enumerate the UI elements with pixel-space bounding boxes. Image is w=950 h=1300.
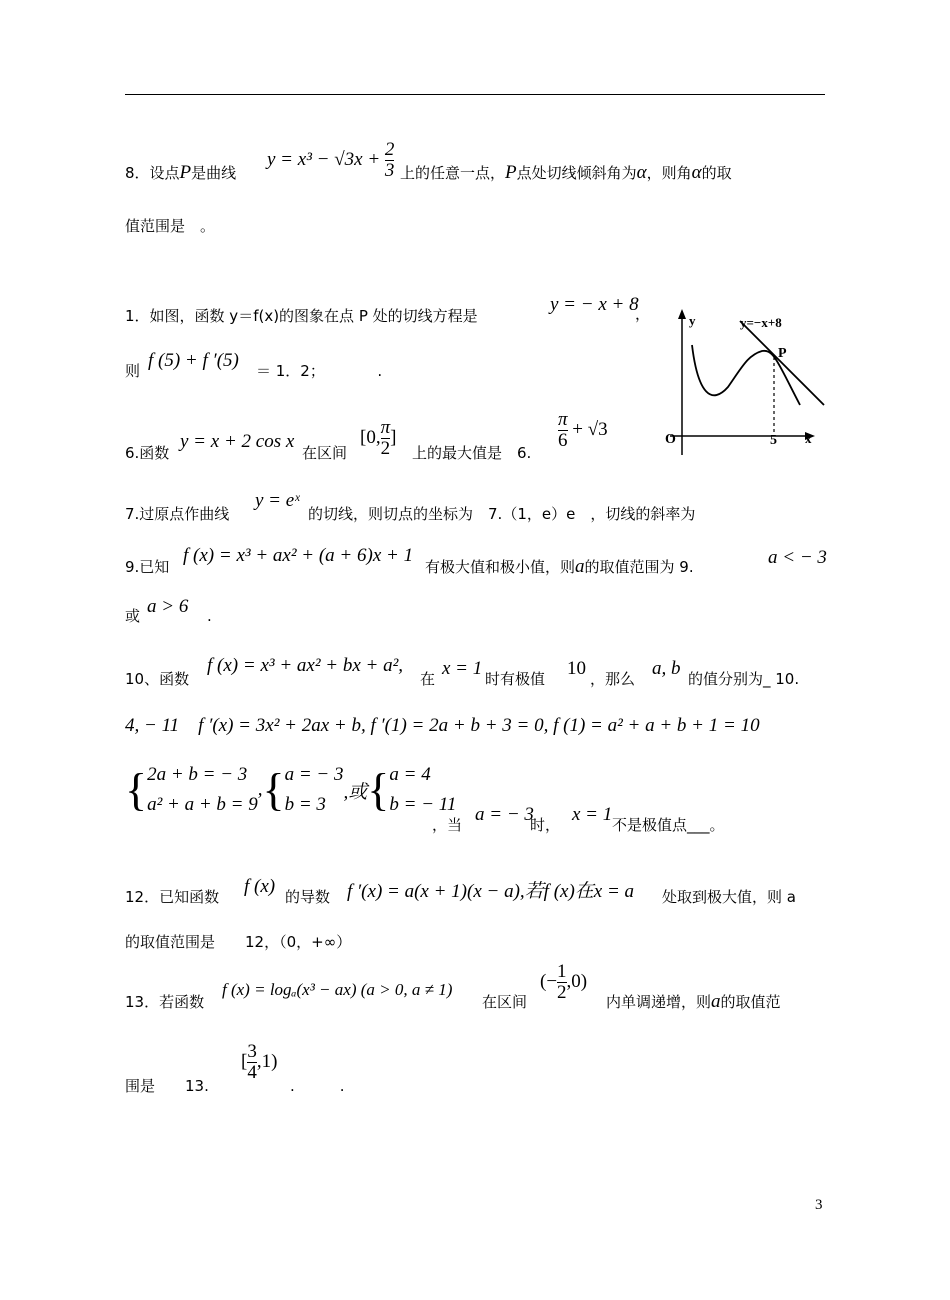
problem-12-eq: f ′(x) = a(x + 1)(x − a),若f (x)在x = a — [347, 881, 635, 902]
problem-10-eq: f (x) = x³ + ax² + bx + a², — [207, 655, 404, 676]
problem-10-values: 的值分别为_ 10. — [688, 670, 800, 688]
problem-1-line2-lead: 则 — [125, 362, 141, 380]
problem-1-line1: 1．如图，函数 y＝f(x)的图象在点 P 处的切线方程是 — [125, 307, 478, 325]
problem-10-derivation: 4, − 11 f ′(x) = 3x² + 2ax + b, f ′(1) = 2a + b + 3 = 0, f (1) = a² + a + b + 1 = 10 — [125, 715, 760, 736]
y-axis-label: y — [689, 313, 696, 328]
problem-10-time: 时， — [530, 816, 561, 834]
problem-9-mid: 有极大值和极小值，则a的取值范围为 9. — [425, 556, 694, 577]
page-number: 3 — [815, 1197, 823, 1213]
problem-10-ten: 10 — [567, 658, 586, 679]
problem-9-end: . — [192, 607, 212, 625]
problem-7-rest: 的切线，则切点的坐标为 7.（1，e）e ，切线的斜率为 — [308, 505, 696, 523]
problem-1-comma: ， — [635, 305, 651, 323]
problem-1-answer: ＝ 1．2； . — [256, 362, 383, 380]
brace-icon: { — [262, 764, 285, 816]
problem-9-lead: 9.已知 — [125, 558, 170, 576]
problem-13-mono: 内单调递增，则a的取值范 — [606, 991, 781, 1012]
problem-7-lead: 7.过原点作曲线 — [125, 505, 230, 523]
problem-12-derivative-text: 的导数 — [285, 888, 331, 906]
point-label: P — [778, 346, 787, 361]
tangent-line — [740, 321, 824, 405]
problem-13-interval-text: 在区间 — [482, 993, 528, 1011]
problem-6-mid: 在区间 — [302, 444, 348, 462]
problem-6-interval: [0, $\frac{\pi}{2}$ ] — [360, 417, 397, 459]
problem-6-eq: y = x + 2 cos x — [180, 431, 295, 452]
problem-8-line2: 值范围是 。 — [125, 217, 216, 235]
problem-1-eq2: f (5) + f ′(5) — [148, 350, 239, 371]
tangent-label: y=−x+8 — [740, 315, 782, 330]
problem-1-tangent-eq: y = − x + 8 — [550, 294, 639, 315]
problem-10-at: 在 — [420, 670, 436, 688]
problem-13-answer: [ $\frac{3}{4}$ ,1) — [241, 1041, 278, 1083]
problem-9-answer2: a > 6 — [147, 596, 189, 617]
problem-6-lead: 6.函数 — [125, 444, 170, 462]
problem-13-eq: f (x) = logₐ(x³ − ax) (a > 0, a ≠ 1) — [222, 980, 453, 999]
problem-12-tail: 处取到极大值，则 a — [662, 888, 796, 906]
problem-12-line2: 的取值范围是 12，（0，+∞） — [125, 933, 352, 951]
problem-6-answer: $\frac{\pi}{6}$ + √3 — [558, 409, 608, 451]
problem-13-line2: 围是 13. — [125, 1077, 209, 1095]
problem-10-x1: x = 1 — [442, 658, 483, 679]
brace-icon: { — [125, 764, 148, 816]
problem-10-conclusion: 不是极值点___。 — [612, 816, 725, 834]
x-tick-label: 5 — [770, 433, 777, 448]
problem-12-lead: 12．已知函数 — [125, 888, 220, 906]
problem-10-systems: { 2a + b = − 3 a² + a + b = 9 , { a = − 3 b = 3 ,或 { a = 4 b = − 11 — [125, 764, 457, 816]
problem-9-or: 或 — [125, 607, 141, 625]
problem-6-tail: 上的最大值是 6. — [412, 444, 532, 462]
problem-8-line1-rest: 上的任意一点，P点处切线倾斜角为α，则角α的取 — [400, 162, 732, 183]
problem-10-then: ，那么 — [590, 670, 636, 688]
origin-label: O — [665, 432, 676, 447]
x-axis-label: x — [805, 431, 812, 446]
problem-7-eq: y = eˣ — [255, 490, 300, 511]
brace-icon: { — [367, 764, 390, 816]
header-rule — [125, 94, 825, 95]
problem-8-curve-eq: y = x³ − √3x + $\frac{2}{3}$ — [267, 139, 395, 181]
problem-10-extreme: 时有极值 — [485, 670, 546, 688]
problem-8-line1: 8．设点P是曲线 — [125, 162, 237, 183]
problem-10-when: ，当 — [432, 816, 463, 834]
problem-13-lead: 13．若函数 — [125, 993, 205, 1011]
problem-13-interval: (− $\frac{1}{2}$ ,0) — [540, 961, 588, 1003]
problem-1-graph — [650, 305, 835, 460]
problem-13-end: . . — [290, 1077, 345, 1095]
problem-10-a-neg3: a = − 3 — [475, 804, 534, 825]
problem-10-x1b: x = 1 — [572, 804, 613, 825]
y-axis-arrow — [678, 309, 686, 319]
problem-9-answer: a < − 3 — [768, 547, 827, 568]
problem-12-fx: f (x) — [244, 876, 276, 897]
problem-9-eq: f (x) = x³ + ax² + (a + 6)x + 1 — [183, 545, 414, 566]
problem-10-ab: a, b — [652, 658, 681, 679]
problem-10-lead: 10、函数 — [125, 670, 190, 688]
